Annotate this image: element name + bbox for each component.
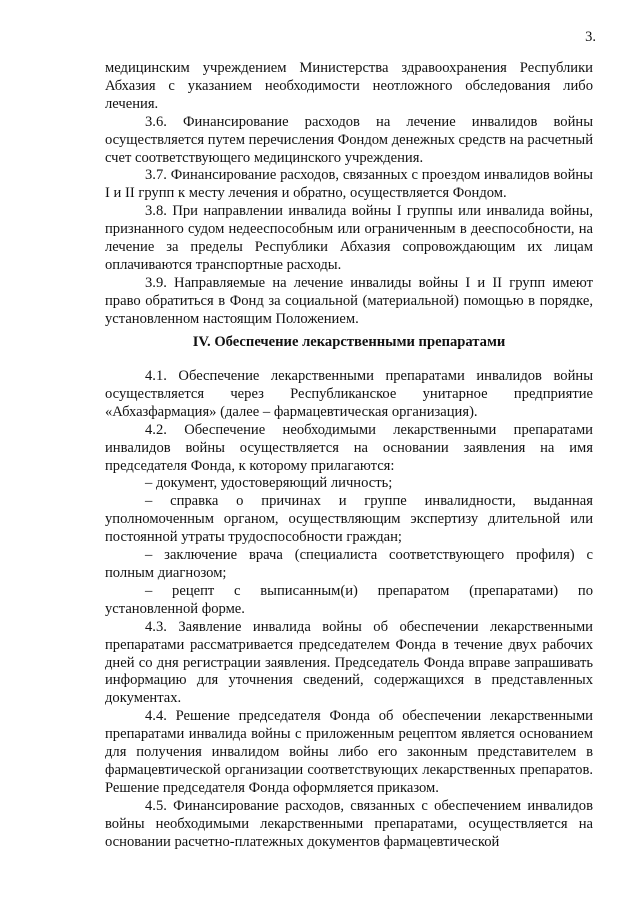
paragraph-4-1: 4.1. Обеспечение лекарственными препаратами инвалидов войны осуществляется через Республиканское унитарное предприятие «Абхазфармация» (далее – фармацевтическая организация). [105, 368, 593, 420]
paragraph-3-7: 3.7. Финансирование расходов, связанных с проездом инвалидов войны I и II групп к месту лечения и обратно, осуществляется Фондом. [105, 167, 593, 202]
list-item-doctor-conclusion: – заключение врача (специалиста соответствующего профиля) с полным диагнозом; [105, 547, 593, 581]
section-4-heading: IV. Обеспечение лекарственными препаратами [192, 334, 506, 350]
paragraph-4-5: 4.5. Финансирование расходов, связанных с обеспечением инвалидов войны необходимыми лекарственными препаратами, осуществляется на основании расчетно-платежных документов фармацевтической [105, 797, 593, 850]
section-3-text [105, 60, 593, 329]
list-item-prescription: – рецепт с выписанным(и) препаратом (препаратами) по установленной форме. [105, 582, 593, 617]
list-item-disability-certificate: – справка о причинах и группе инвалидности, выданная уполномоченным органом, осуществляющим экспертизу длительной или постоянной утраты трудоспособности граждан; [105, 493, 593, 546]
paragraph-4-4: 4.4. Решение председателя Фонда об обеспечении лекарственными препаратами инвалида войны с приложенным рецептом является основанием для получения инвалидом войны либо его законным представителем в фармацевтической организации соответствующих лекарственных препаратов. Решение председателя Фонда оформляется приказом. [105, 708, 593, 796]
paragraph-continuation: медицинским учреждением Министерства здравоохранения Республики Абхазия с указанием необходимости неотложного обследования либо лечения. [105, 60, 593, 112]
list-item-id-document: – документ, удостоверяющий личность; [145, 475, 393, 492]
paragraph-3-8: 3.8. При направлении инвалида войны I группы или инвалида войны, признанного судом недееспособным или ограниченным в дееспособности, на лечение за пределы Республики Абхазия сопровождающим их лицам оплачиваются транспортные расходы. [105, 203, 593, 273]
paragraph-3-9: 3.9. Направляемые на лечение инвалиды войны I и II групп имеют право обратиться в Фонд за социальной (материальной) помощью в порядке, установленном настоящим Положением. [105, 274, 593, 327]
section-4-text [105, 368, 593, 851]
paragraph-3-6: 3.6. Финансирование расходов на лечение инвалидов войны осуществляется путем перечисления Фондом денежных средств на расчетный счет соответствующего медицинского учреждения. [105, 113, 593, 166]
paragraph-4-2: 4.2. Обеспечение необходимыми лекарственными препаратами инвалидов войны осуществляется на основании заявления на имя председателя Фонда, к которому прилагаются: [105, 421, 593, 474]
page-number: 3. [585, 29, 596, 45]
paragraph-4-3: 4.3. Заявление инвалида войны об обеспечении лекарственными препаратами рассматривается председателем Фонда в течение двух рабочих дней со дня регистрации заявления. Председатель Фонда вправе запрашивать информацию для уточнения сведений, содержащихся в представленных документах. [105, 618, 593, 707]
